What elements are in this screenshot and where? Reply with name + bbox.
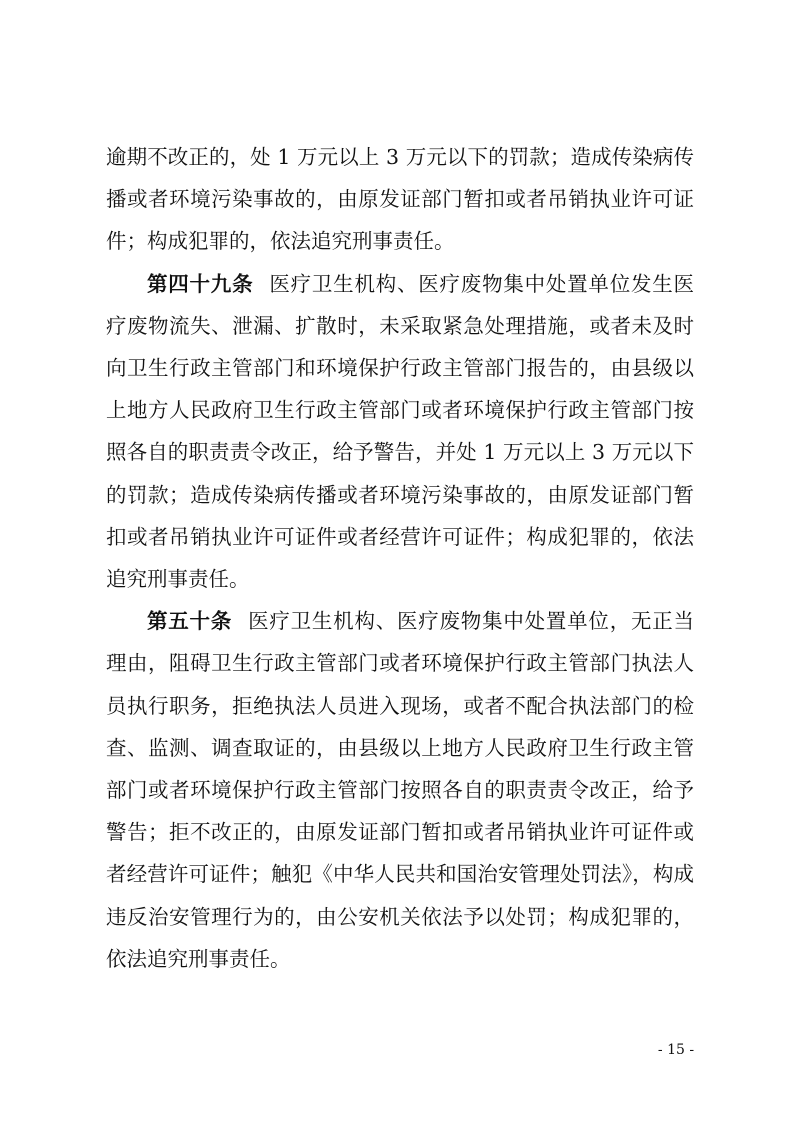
paragraph-text: 医疗卫生机构、医疗废物集中处置单位，无正当理由，阻碍卫生行政主管部门或者环境保护行政主管部门执法人员执行职务，拒绝执法人员进入现场，或者不配合执法部门的检查、监测、调查取证的，由县级以上地方人民政府卫生行政主管部门或者环境保护行政主管部门按照各自的职责责令改正，给予警告；拒不改正的，由原发证部门暂扣或者吊销执业许可证件或者经营许可证件；触犯《中华人民共和国治安管理处罚法》，构成违反治安管理行为的，由公安机关依法予以处罚；构成犯罪的，依法追究刑事责任。 (106, 609, 695, 971)
paragraph-continuation (106, 136, 694, 263)
page-number: - 15 - (657, 1042, 695, 1058)
article-title: 第五十条 (147, 609, 233, 634)
article-title: 第四十九条 (147, 271, 254, 296)
paragraph-article-49 (106, 263, 694, 601)
paragraph-text: 医疗卫生机构、医疗废物集中处置单位发生医疗废物流失、泄漏、扩散时，未采取紧急处理措施，或者未及时向卫生行政主管部门和环境保护行政主管部门报告的，由县级以上地方人民政府卫生行政主管部门或者环境保护行政主管部门按照各自的职责责令改正，给予警告，并处 1 万元以上 3 万元以下的罚款；造成传染病传播或者环境污染事故的，由原发证部门暂扣或者吊销执业许可证件或者经营许可证件；构成犯罪的，依法追究刑事责任。 (106, 271, 695, 592)
paragraph-article-50 (106, 600, 694, 980)
body-text (106, 136, 694, 980)
paragraph-text: 逾期不改正的，处 1 万元以上 3 万元以下的罚款；造成传染病传播或者环境污染事故的，由原发证部门暂扣或者吊销执业许可证件；构成犯罪的，依法追究刑事责任。 (106, 145, 694, 254)
